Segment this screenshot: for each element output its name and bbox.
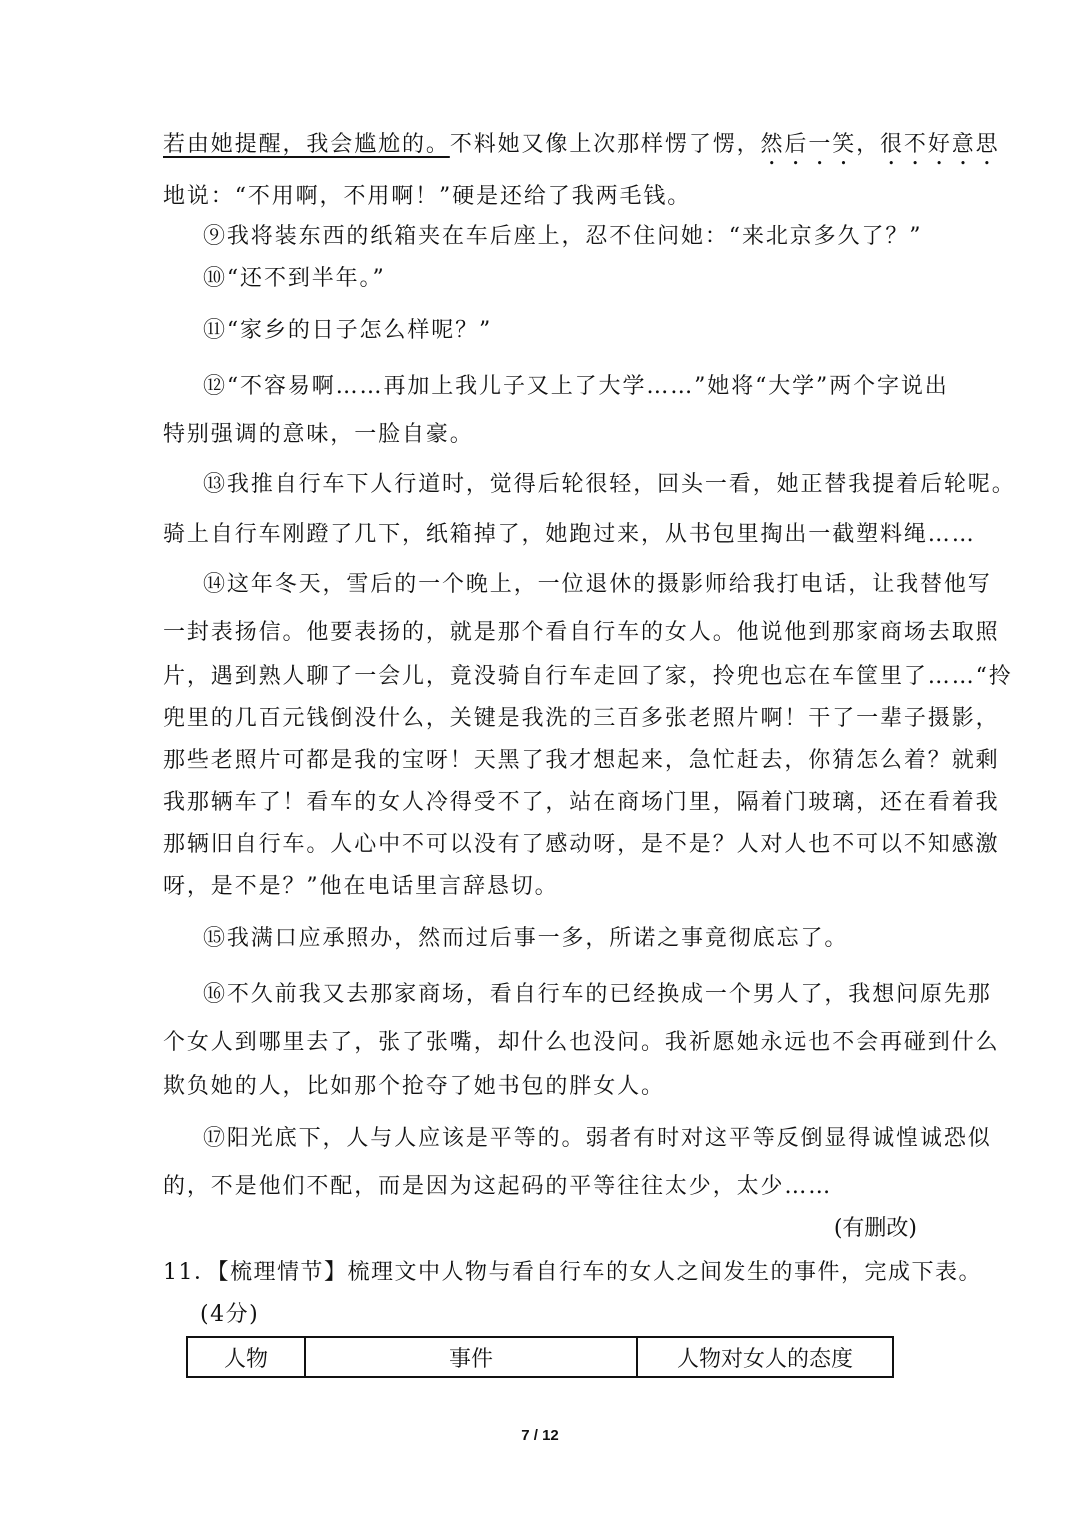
header-attitude: 人物对女人的态度: [637, 1337, 893, 1377]
para14-line3: 片，遇到熟人聊了一会儿，竟没骑自行车走回了家，拎兜也忘在车筐里了……“拎: [163, 664, 1013, 689]
para17-line2: 的，不是他们不配，而是因为这起码的平等往往太少，太少……: [163, 1174, 833, 1199]
para10: ⑩“还不到半年。”: [203, 266, 386, 291]
para14-line1: ⑭这年冬天，雪后的一个晚上，一位退休的摄影师给我打电话，让我替他写: [203, 572, 992, 597]
event-table: [186, 1336, 894, 1378]
para16-line2: 个女人到哪里去了，张了张嘴，却什么也没问。我祈愿她永远也不会再碰到什么: [163, 1030, 1000, 1055]
edit-note: (有删改): [833, 1216, 917, 1241]
question-11: 11．【梳理情节】梳理文中人物与看自行车的女人之间发生的事件，完成下表。: [163, 1260, 982, 1285]
para12-line2: 特别强调的意味，一脸自豪。: [163, 422, 474, 447]
para9: ⑨我将装东西的纸箱夹在车后座上，忍不住问她：“来北京多久了？”: [203, 224, 923, 249]
para17-line1: ⑰阳光底下，人与人应该是平等的。弱者有时对这平等反倒显得诚惶诚恐似: [203, 1126, 992, 1151]
table-header-row: [187, 1337, 893, 1377]
para8-line2: 地说：“不用啊，不用啊！”硬是还给了我两毛钱。: [163, 184, 692, 209]
header-person: 人物: [187, 1337, 305, 1377]
para16-line1: ⑯不久前我又去那家商场，看自行车的已经换成一个男人了，我想问原先那: [203, 982, 992, 1007]
page-number: 7 / 12: [521, 1427, 559, 1444]
question-score: (4分): [200, 1302, 260, 1327]
para12-line1: ⑫“不容易啊……再加上我儿子又上了大学……”她将“大学”两个字说出: [203, 374, 949, 399]
para13-line1: ⑬我推自行车下人行道时，觉得后轮很轻，回头一看，她正替我提着后轮呢。: [203, 472, 1016, 497]
para8-text: 不料她又像上次那样愣了愣，: [449, 132, 761, 157]
header-event: 事件: [305, 1337, 637, 1377]
dotted-phrase: 然后一笑，很不好意思: [760, 132, 1000, 157]
para11: ⑪“家乡的日子怎么样呢？”: [203, 318, 493, 343]
para14-line5: 那些老照片可都是我的宝呀！天黑了我才想起来，急忙赶去，你猜怎么着？就剩: [163, 748, 1000, 773]
underlined-sentence: 若由她提醒，我会尴尬的。: [163, 132, 450, 157]
para14-line4: 兜里的几百元钱倒没什么，关键是我洗的三百多张老照片啊！干了一辈子摄影，: [163, 706, 1000, 731]
para14-line7: 那辆旧自行车。人心中不可以没有了感动呀，是不是？人对人也不可以不知感激: [163, 832, 1000, 857]
para14-line8: 呀，是不是？”他在电话里言辞恳切。: [163, 874, 559, 899]
para16-line3: 欺负她的人，比如那个抢夺了她书包的胖女人。: [163, 1074, 665, 1099]
para14-line6: 我那辆车了！看车的女人冷得受不了，站在商场门里，隔着门玻璃，还在看着我: [163, 790, 1000, 815]
para15: ⑮我满口应承照办，然而过后事一多，所诺之事竟彻底忘了。: [203, 926, 849, 951]
para13-line2: 骑上自行车刚蹬了几下，纸箱掉了，她跑过来，从书包里掏出一截塑料绳……: [163, 522, 976, 547]
para8-line1: [163, 130, 1000, 170]
para14-line2: 一封表扬信。他要表扬的，就是那个看自行车的女人。他说他到那家商场去取照: [163, 620, 1000, 645]
